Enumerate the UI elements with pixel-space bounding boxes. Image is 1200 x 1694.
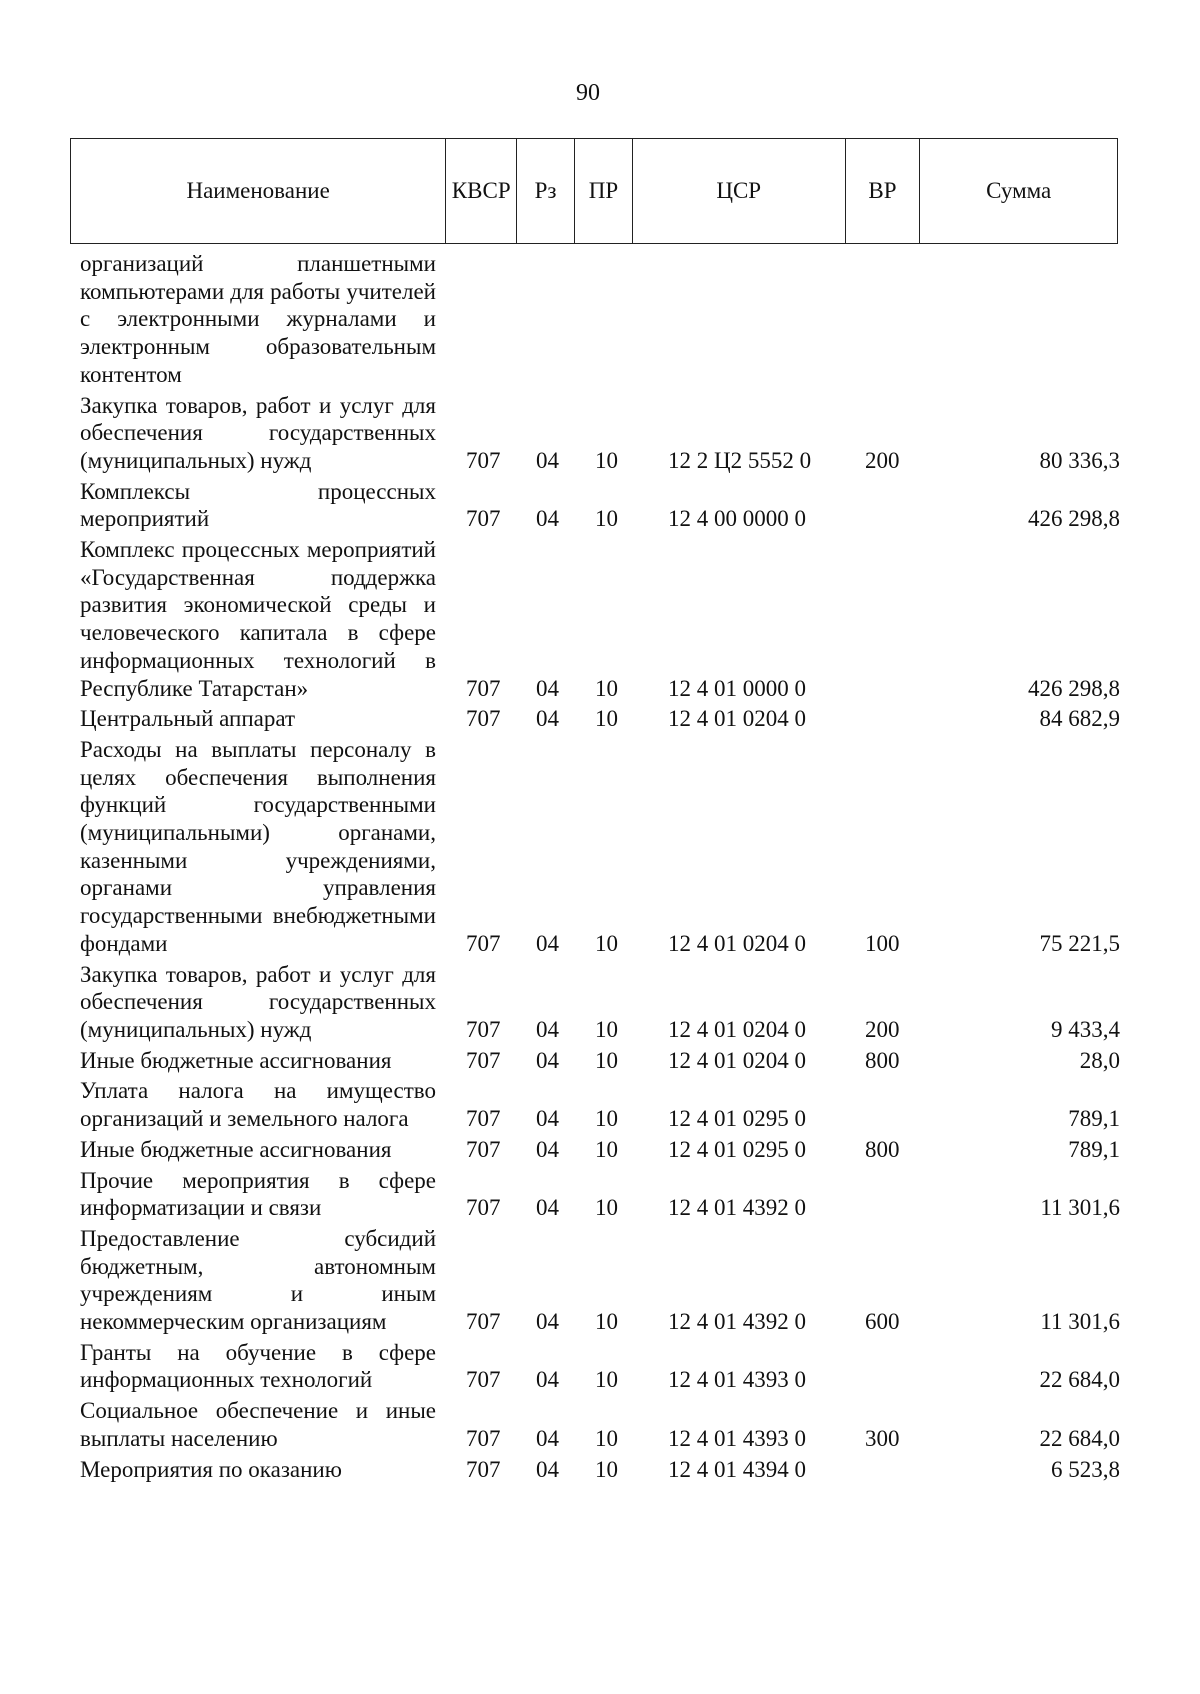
row-name: Гранты на обучение в сфере информационных технологий (80, 1339, 436, 1393)
row-pr: 10 (595, 506, 618, 532)
header-kvsr: КВСР (446, 139, 517, 243)
row-kvsr: 707 (466, 506, 501, 532)
header-rz: Рз (517, 139, 575, 243)
row-rz: 04 (536, 1106, 559, 1132)
row-sum: 426 298,8 (1028, 675, 1120, 701)
row-sum: 28,0 (1079, 1047, 1120, 1073)
row-csr: 12 4 00 0000 0 (668, 506, 806, 532)
row-name: Комплексы процессных мероприятий (80, 478, 436, 532)
row-pr: 10 (595, 1309, 618, 1335)
row-name: Комплекс процессных мероприятий «Государственная поддержка развития экономической среды и человеческого капитала в сфере информационных технологий в Республике Татарстан» (80, 537, 436, 701)
row-kvsr: 707 (466, 1195, 501, 1221)
row-rz: 04 (536, 1309, 559, 1335)
row-rz: 04 (536, 1456, 559, 1482)
row-csr: 12 4 01 4392 0 (668, 1309, 806, 1335)
row-sum: 789,1 (1068, 1136, 1120, 1162)
row-name: Прочие мероприятия в сфере информатизации и связи (80, 1167, 436, 1221)
row-kvsr: 707 (466, 1425, 501, 1451)
row-kvsr: 707 (466, 447, 501, 473)
row-kvsr: 707 (466, 1136, 501, 1162)
row-pr: 10 (595, 1195, 618, 1221)
row-sum: 11 301,6 (1040, 1309, 1120, 1335)
table-body (80, 250, 1120, 1486)
header-name: Наименование (71, 139, 446, 243)
row-pr: 10 (595, 1016, 618, 1042)
row-kvsr: 707 (466, 1456, 501, 1482)
row-pr: 10 (595, 1425, 618, 1451)
header-vr: ВР (846, 139, 921, 243)
row-name: Центральный аппарат (80, 706, 296, 732)
row-pr: 10 (595, 1106, 618, 1132)
row-csr: 12 4 01 0204 0 (668, 706, 806, 732)
table-row (80, 1077, 1120, 1132)
row-vr: 100 (865, 930, 900, 956)
row-rz: 04 (536, 1136, 559, 1162)
table-header (70, 138, 1118, 244)
row-sum: 22 684,0 (1039, 1425, 1120, 1451)
row-name: Социальное обеспечение и иные выплаты населению (80, 1398, 436, 1451)
row-pr: 10 (595, 1136, 618, 1162)
row-vr: 600 (865, 1309, 900, 1335)
row-csr: 12 4 01 0204 0 (668, 1047, 806, 1073)
row-sum: 80 336,3 (1039, 447, 1120, 473)
row-name: Закупка товаров, работ и услуг для обеспечения государственных (муниципальных) нужд (80, 392, 436, 473)
row-vr: 300 (865, 1425, 900, 1451)
row-pr: 10 (595, 1456, 618, 1482)
table-row (80, 392, 1120, 475)
row-vr: 800 (865, 1136, 900, 1162)
table-row (80, 1225, 1120, 1336)
row-name: организаций планшетными компьютерами для работы учителей с электронными журналами и электронным образовательным контентом (80, 251, 436, 387)
row-rz: 04 (536, 1425, 559, 1451)
row-pr: 10 (595, 930, 618, 956)
row-kvsr: 707 (466, 1047, 501, 1073)
row-pr: 10 (595, 1047, 618, 1073)
row-sum: 11 301,6 (1040, 1195, 1120, 1221)
table-row (80, 1136, 1120, 1164)
table-row (80, 1339, 1120, 1394)
row-rz: 04 (536, 1016, 559, 1042)
row-kvsr: 707 (466, 706, 501, 732)
row-name: Предоставление субсидий бюджетным, автономным учреждениям и иным некоммерческим организациям (80, 1225, 436, 1335)
row-rz: 04 (536, 447, 559, 473)
row-csr: 12 4 01 0295 0 (668, 1136, 806, 1162)
row-kvsr: 707 (466, 1016, 501, 1042)
row-csr: 12 4 01 4393 0 (668, 1367, 806, 1393)
row-sum: 9 433,4 (1051, 1016, 1120, 1042)
row-csr: 12 4 01 0204 0 (668, 930, 806, 956)
table-row (80, 1397, 1120, 1452)
page-number: 90 (576, 80, 600, 106)
header-sum: Сумма (986, 178, 1052, 203)
row-rz: 04 (536, 930, 559, 956)
table-row (80, 478, 1120, 533)
table-row (80, 736, 1120, 958)
row-csr: 12 2 Ц2 5552 0 (668, 447, 812, 473)
row-pr: 10 (595, 1367, 618, 1393)
table-row (80, 536, 1120, 702)
row-sum: 84 682,9 (1039, 706, 1120, 732)
row-vr: 200 (865, 1016, 900, 1042)
row-kvsr: 707 (466, 930, 501, 956)
row-rz: 04 (536, 1047, 559, 1073)
row-rz: 04 (536, 1195, 559, 1221)
row-sum: 75 221,5 (1039, 930, 1120, 956)
row-pr: 10 (595, 706, 618, 732)
header-csr: ЦСР (633, 139, 846, 243)
header-pr: ПР (575, 139, 633, 243)
row-rz: 04 (536, 706, 559, 732)
row-vr: 800 (865, 1047, 900, 1073)
row-name: Мероприятия по оказанию (80, 1456, 342, 1482)
row-kvsr: 707 (466, 1309, 501, 1335)
table-row (80, 250, 1120, 389)
row-name: Иные бюджетные ассигнования (80, 1136, 392, 1162)
row-sum: 22 684,0 (1039, 1367, 1120, 1393)
row-rz: 04 (536, 506, 559, 532)
row-csr: 12 4 01 0295 0 (668, 1106, 806, 1132)
row-vr: 200 (865, 447, 900, 473)
table-row (80, 1167, 1120, 1222)
row-name: Закупка товаров, работ и услуг для обеспечения государственных (муниципальных) нужд (80, 961, 436, 1042)
row-name: Расходы на выплаты персоналу в целях обеспечения выполнения функций государственными (муниципальными) органами, казенными учреждениями, органами управления государственными внебюджетными фондами (80, 736, 436, 956)
row-kvsr: 707 (466, 1367, 501, 1393)
row-pr: 10 (595, 447, 618, 473)
row-csr: 12 4 01 4392 0 (668, 1195, 806, 1221)
row-kvsr: 707 (466, 1106, 501, 1132)
row-name: Иные бюджетные ассигнования (80, 1047, 392, 1073)
table-row (80, 1047, 1120, 1075)
row-rz: 04 (536, 675, 559, 701)
table-row (80, 961, 1120, 1044)
row-sum: 789,1 (1068, 1106, 1120, 1132)
table-row (80, 705, 1120, 733)
row-pr: 10 (595, 675, 618, 701)
row-name: Уплата налога на имущество организаций и земельного налога (80, 1078, 436, 1132)
table-row (80, 1456, 1120, 1484)
row-rz: 04 (536, 1367, 559, 1393)
row-sum: 6 523,8 (1051, 1456, 1120, 1482)
row-csr: 12 4 01 4394 0 (668, 1456, 806, 1482)
row-csr: 12 4 01 0000 0 (668, 675, 806, 701)
row-csr: 12 4 01 4393 0 (668, 1425, 806, 1451)
row-csr: 12 4 01 0204 0 (668, 1016, 806, 1042)
row-kvsr: 707 (466, 675, 501, 701)
row-sum: 426 298,8 (1028, 506, 1120, 532)
